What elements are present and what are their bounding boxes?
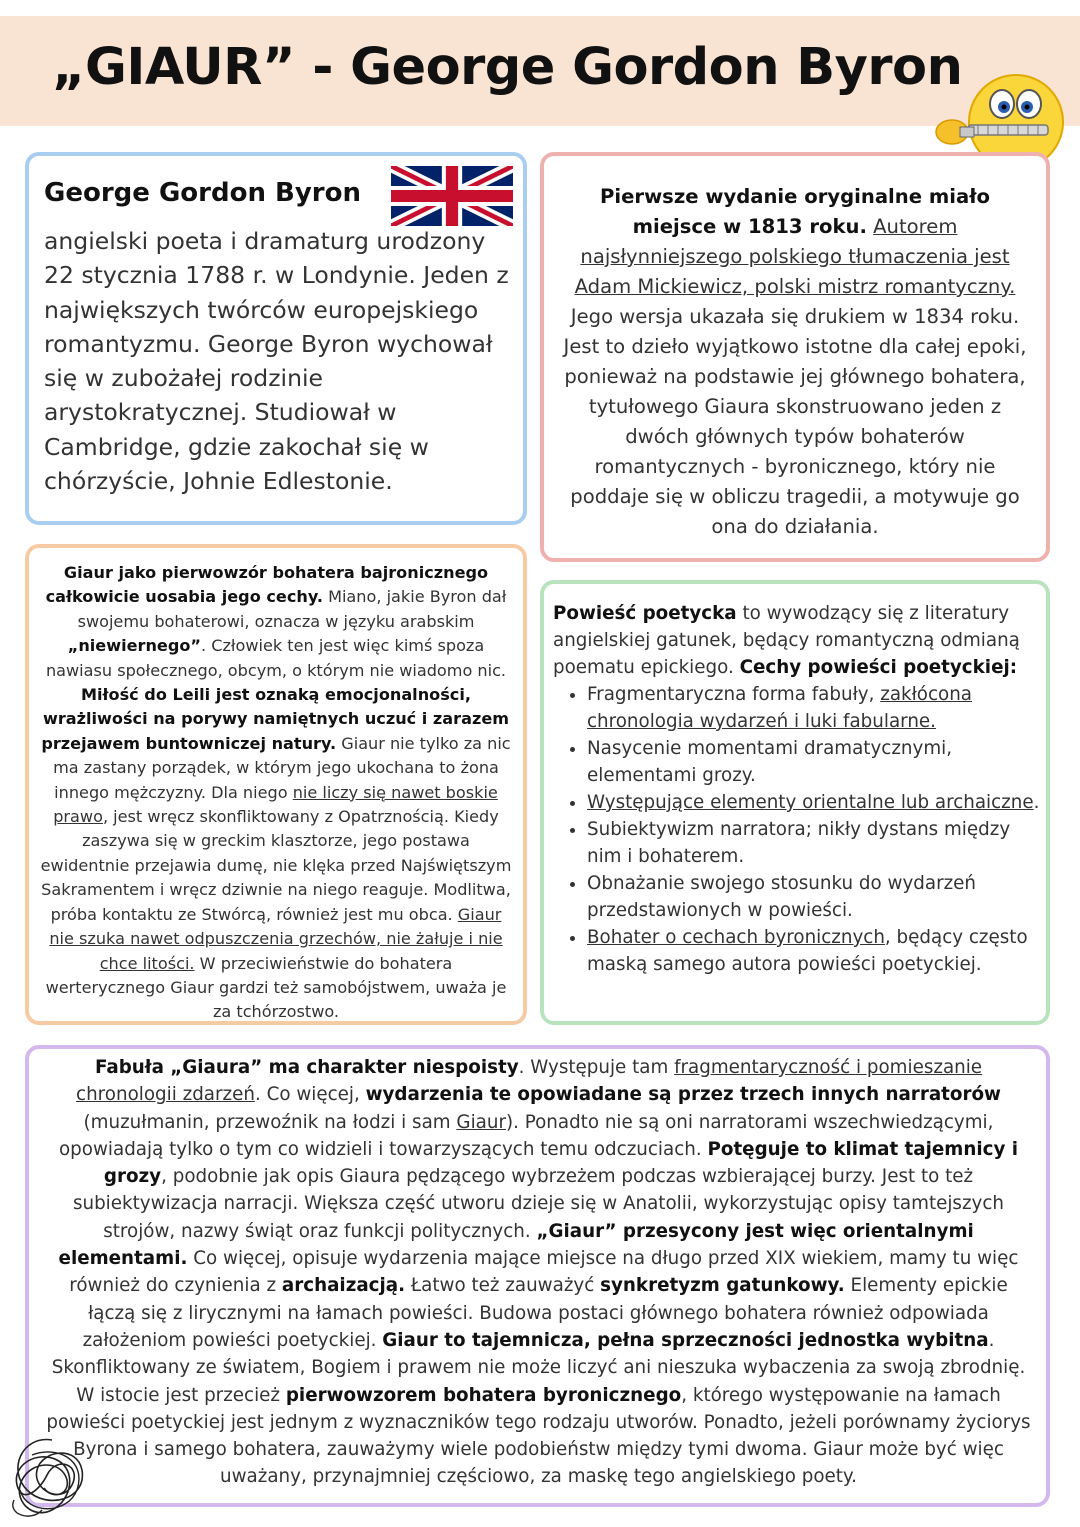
- plot-bold-13: archaizacją.: [281, 1275, 406, 1297]
- plot-bold-17: Giaur to tajemnicza, pełna sprzeczności jednostka wybitna: [382, 1329, 989, 1351]
- novel-features-list: [553, 681, 1043, 978]
- list-item: • Obnażanie swojego stosunku do wydarzeń przedstawionych w powieści.: [587, 870, 1043, 924]
- bio-name: George Gordon Byron: [44, 178, 361, 208]
- uk-flag-icon: [391, 166, 513, 226]
- scribble-decoration-icon: [2, 1430, 102, 1525]
- list-item: • Nasycenie momentami dramatycznymi, elementami grozy.: [587, 735, 1043, 789]
- hero-bold-1: Giaur jako pierwowzór bohatera bajronicznego całkowicie uosabia jego cechy.: [45, 563, 489, 607]
- bio-text: angielski poeta i dramaturg urodzony 22 stycznia 1788 r. w Londynie. Jeden z największych twórców europejskiego romantyzmu. George Byron wychował się w zubożałej rodzinie arystokratycznej. Studiował w Cambridge, gdzie zakochał się w chórzyście, Johnie Edlestonie.: [44, 227, 509, 496]
- novel-intro-bold: Powieść poetycka: [553, 603, 737, 624]
- plot-bold-11: „Giaur” przesycony jest więc orientalnymi elementami.: [58, 1220, 974, 1270]
- edition-rest: Jego wersja ukazała się drukiem w 1834 roku. Jest to dzieło wyjątkowo istotne dla całej epoki, ponieważ na podstawie jej głównego bohatera, tytułowego Giaura skonstruowano jeden z dwóch głównych typów bohaterów romantycznych - byronicznego, który nie poddaje się w obliczu tragedii, a motywuje go ona do działania.: [563, 305, 1027, 538]
- plot-bold-5: wydarzenia te opowiadane są przez trzech innych narratorów: [365, 1084, 1001, 1106]
- hero-bold-3: „niewiernego”: [67, 636, 201, 656]
- list-item: • Występujące elementy orientalne lub archaiczne.: [587, 789, 1043, 816]
- plot-text: Fabuła „Giaura” ma charakter niespoisty. Występuje tam fragmentaryczność i pomieszanie chronologii zdarzeń. Co więcej, wydarzenia te opowiadane są przez trzech innych narratorów (muzułmanin, przewoźnik na łodzi i sam Giaur). Ponadto nie są oni narratorami wszechwiedzącymi, opowiadają tylko o tym co widzieli i towarzyszących temu odczuciach. Potęguje to klimat tajemnicy i grozy, podobnie jak opis Giaura pędzącego wybrzeżem podczas wzbierającej burzy. Jest to też subiektywizacja narracji. Większa część utworu dzieje się w Anatolii, wykorzystując opisy tamtejszych strojów, nazwy świąt oraz funkcji politycznych. „Giaur” przesycony jest więc orientalnymi elementami. Co więcej, opisuje wydarzenia mające miejsce na długo przed XIX wiekiem, mamy tu więc również do czynienia z archaizacją. Łatwo też zauważyć synkretyzm gatunkowy. Elementy epickie łączą się z lirycznymi na łamach powieści. Budowa postaci głównego bohatera również odpowiada założeniom powieści poetyckiej. Giaur to tajemnicza, pełna sprzeczności jednostka wybitna. Skonfliktowany ze światem, Bogiem i prawem nie może liczyć ani nieszuka wybaczenia za swoją zbrodnię. W istocie jest przecież pierwowzorem bohatera byronicznego, którego występowanie na łamach powieści poetyckiej jest jednym z wyznaczników tego rodzaju utworów. Ponadto, jeżeli porównamy życiorys Byrona i samego bohatera, zauważymy wiele podobieństw między tymi dwoma. Giaur może być więc uważany, przynajmniej częściowo, za maskę tego angielskiego poety.: [46, 1057, 1031, 1488]
- edition-underlined: Autorem najsłynniejszego polskiego tłumaczenia jest Adam Mickiewicz, polski mistrz romantyczny.: [574, 215, 1016, 298]
- novel-features-heading: Cechy powieści poetyckiej:: [739, 657, 1018, 678]
- hero-text-2: Miano, jakie Byron dał swojemu bohaterowi, oznacza w języku arabskim: [77, 587, 507, 631]
- hero-text-4: . Człowiek ten jest więc kimś spoza nawiasu społecznego, obcym, o którym nie wiadomo nic.: [45, 636, 507, 680]
- hero-text-6: Giaur nie tylko za nic ma zastany porządek, w którym jego ukochana to żona innego mężczyzny. Dla niego: [53, 733, 511, 802]
- plot-bold-15: synkretyzm gatunkowy.: [600, 1275, 845, 1297]
- list-item: • Bohater o cechach byronicznych, będący często maską samego autora powieści poetyckiej.: [587, 924, 1043, 978]
- novel-intro-rest: to wywodzący się z literatury angielskiej gatunek, będący romantyczną odmianą poematu epickiego.: [553, 603, 1020, 678]
- list-item: • Fragmentaryczna forma fabuły, zakłócona chronologia wydarzeń i luki fabularne.: [587, 681, 1043, 735]
- hero-text: [38, 561, 514, 1025]
- plot-underlined-7: Giaur: [456, 1111, 506, 1133]
- hero-text-8: , jest wręcz skonfliktowany z Opatrznością. Kiedy zaszywa się w greckim klasztorze, jego postawa ewidentnie przejawia dumę, nie klęka przed Najświętszym Sakramentem i wręcz dziwnie na niego reaguje. Modlitwa, próba kontaktu ze Stwórcą, również jest mu obca.: [40, 807, 512, 924]
- plot-bold-9: Potęguje to klimat tajemnicy i grozy: [103, 1138, 1019, 1188]
- hero-underlined-7: nie liczy się nawet boskie prawo: [53, 782, 498, 827]
- page-title: „GIAUR” - George Gordon Byron: [52, 38, 963, 97]
- list-item: • Subiektywizm narratora; nikły dystans między nim i bohaterem.: [587, 816, 1043, 870]
- hero-underlined-9: Giaur nie szuka nawet odpuszczenia grzechów, nie żałuje i nie chce litości.: [49, 904, 503, 973]
- plot-underlined-3: fragmentaryczność i pomieszanie chronologii zdarzeń: [76, 1057, 983, 1106]
- edition-text: [558, 182, 1032, 542]
- novel-text: [553, 600, 1043, 978]
- hero-text-10: W przeciwieństwie do bohatera werterycznego Giaur gardzi też samobójstwem, uważa je za tchórzostwo.: [45, 953, 507, 1022]
- plot-bold-1: Fabuła „Giaura” ma charakter niespoisty: [94, 1057, 519, 1078]
- plot-bold-19: pierwowzorem bohatera byronicznego: [285, 1384, 682, 1406]
- edition-bold-intro: Pierwsze wydanie oryginalne miało miejsce w 1813 roku.: [600, 185, 990, 238]
- hero-bold-5: Miłość do Leili jest oznaką emocjonalności, wrażliwości na porywy namiętnych uczuć i zarazem przejawem buntowniczej natury.: [41, 685, 510, 753]
